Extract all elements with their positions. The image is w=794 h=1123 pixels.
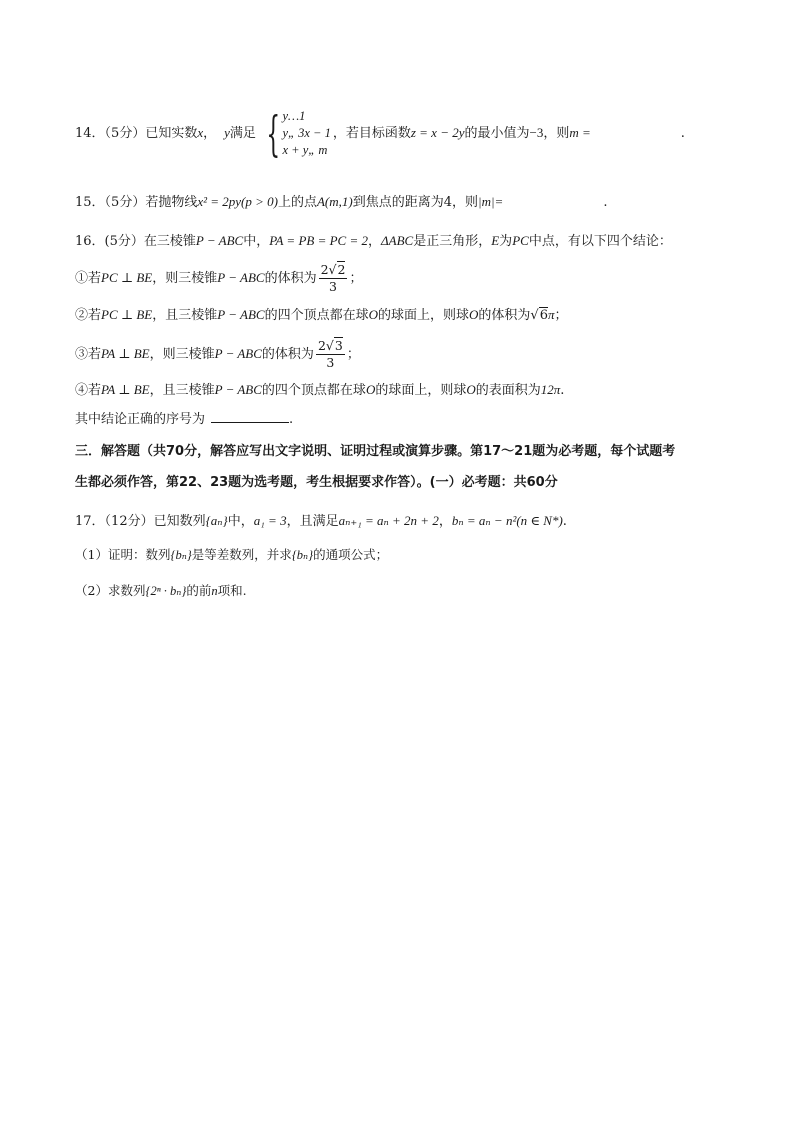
q16-statement-2 xyxy=(75,306,568,325)
q14-prefix: 14．（5分）已知实数 xyxy=(75,126,198,141)
q16-point-e: E xyxy=(491,233,500,248)
q15-mid: 上的点 xyxy=(277,195,317,210)
s4-area-value: 12π xyxy=(540,382,561,397)
q14-cond-2: y„ 3x − 1 xyxy=(282,126,331,140)
s2-text-e: 的体积为 xyxy=(478,308,531,323)
q17-seq-b-2: {bₙ} xyxy=(291,548,314,562)
s1-condition: PC ⊥ BE xyxy=(101,270,153,285)
s1-text-b: ，则三棱锥 xyxy=(152,271,218,286)
sqrt-icon: √ xyxy=(325,338,334,353)
s3-den: 3 xyxy=(326,355,335,370)
q14-end: . xyxy=(680,126,685,141)
q17-end: . xyxy=(562,514,567,529)
q14-comma: ， xyxy=(203,126,217,141)
s1-num-coef: 2 xyxy=(320,262,329,277)
q17-b-def: bₙ = aₙ − n²(n ∈ N*) xyxy=(451,513,563,528)
q16-final xyxy=(75,410,293,429)
s1-fraction xyxy=(319,262,348,295)
q16-pc: PC xyxy=(512,233,529,248)
q14-var-y: y xyxy=(224,125,230,140)
s4-condition: PA ⊥ BE xyxy=(101,382,150,397)
q17-p1-a: （1）证明：数列 xyxy=(75,547,171,562)
q14-mid2: 的最小值为 xyxy=(464,126,530,141)
q14-cond-3: x + y„ m xyxy=(282,143,328,157)
q16-intro-e: 为 xyxy=(499,234,513,249)
s1-label: ①若 xyxy=(75,271,102,286)
q17-seq-b: {bₙ} xyxy=(170,548,192,562)
q17-part-2 xyxy=(75,582,247,600)
s1-text-c: 的体积为 xyxy=(264,271,317,286)
s2-label: ②若 xyxy=(75,308,102,323)
s2-end: ； xyxy=(554,308,568,323)
s1-num-radicand: 2 xyxy=(337,262,346,277)
s3-pabc: P − ABC xyxy=(214,346,262,361)
q14-mid3: ，则 xyxy=(543,126,570,141)
q17-p2-b: 的前 xyxy=(186,583,212,598)
s2-text-c: 的四个顶点都在球 xyxy=(264,308,369,323)
q14-mid: ，若目标函数 xyxy=(332,126,411,141)
s2-sphere-o: O xyxy=(368,307,378,322)
q15-ask: |m|= xyxy=(478,194,504,209)
q16-intro-d: 是正三角形， xyxy=(413,234,492,249)
question-14 xyxy=(75,105,685,162)
s2-pi: π xyxy=(547,307,555,322)
section-3-heading-line-2: 生都必须作答，第22、23题为选考题，考生根据要求作答）。(一）必考题：共60分 xyxy=(75,475,558,490)
s3-num-coef: 2 xyxy=(317,338,326,353)
s4-text-c: 的四个顶点都在球 xyxy=(261,383,366,398)
q16-intro-a: 16．(5分）在三棱锥 xyxy=(75,234,196,249)
q14-ask: m = xyxy=(569,125,591,140)
s1-end: ； xyxy=(349,271,363,286)
q17-p1-b: 是等差数列，并求 xyxy=(191,547,292,562)
question-17 xyxy=(75,512,567,531)
q14-objective: z = x − 2y xyxy=(410,125,465,140)
q17-a1: a₁ = 3 xyxy=(253,513,287,528)
s4-text-e: 的表面积为 xyxy=(475,383,541,398)
q15-parabola: x² = 2py(p > 0) xyxy=(197,194,278,209)
s4-text-d: 的球面上，则球 xyxy=(375,383,467,398)
s4-end: . xyxy=(560,383,565,398)
s4-sphere-o: O xyxy=(365,382,376,397)
q17-part-1 xyxy=(75,546,388,564)
section-3-heading-line-1: 三．解答题（共70分，解答应写出文字说明、证明过程或演算步骤。第17～21题为必考题，每个试题考 xyxy=(75,444,676,459)
q16-edges: PA = PB = PC = 2 xyxy=(269,233,368,248)
s3-text-c: 的体积为 xyxy=(261,347,314,362)
q16-intro-f: 中点，有以下四个结论： xyxy=(528,234,672,249)
s1-pabc: P − ABC xyxy=(217,270,265,285)
left-brace-icon: { xyxy=(266,105,281,162)
answer-blank[interactable] xyxy=(211,410,289,423)
q15-mid2: 到焦点的距离为4，则 xyxy=(352,195,479,210)
s2-sphere-o-2: O xyxy=(468,307,479,322)
q14-min-value: −3 xyxy=(529,125,544,140)
s4-text-b: ，且三棱锥 xyxy=(149,383,215,398)
q17-mid1: 中， xyxy=(227,514,254,529)
s3-fraction xyxy=(316,338,345,371)
s4-sphere-o-2: O xyxy=(466,382,476,397)
s2-condition: PC ⊥ BE xyxy=(101,307,153,322)
q14-var-x: x xyxy=(197,125,204,140)
q17-p1-c: 的通项公式； xyxy=(313,547,389,562)
q16-pabc: P − ABC xyxy=(195,233,244,248)
q17-mid2: ，且满足 xyxy=(286,514,339,529)
q17-prefix: 17．（12分）已知数列 xyxy=(75,514,206,529)
s3-end: ； xyxy=(346,347,360,362)
q16-intro-c: ， xyxy=(368,234,382,249)
q14-cond-1: y…1 xyxy=(282,109,306,123)
q17-p2-c: 项和. xyxy=(217,583,247,598)
s2-pabc: P − ABC xyxy=(217,307,265,322)
s2-text-b: ，且三棱锥 xyxy=(152,308,218,323)
sqrt-icon: √ xyxy=(328,262,337,277)
q16-triangle: ΔABC xyxy=(381,233,414,248)
q17-n: n xyxy=(211,584,218,598)
q16-statement-4 xyxy=(75,381,564,400)
q17-seq-a: {aₙ} xyxy=(205,513,228,528)
q15-point: A(m,1) xyxy=(316,194,353,209)
q17-mid3: ， xyxy=(438,514,452,529)
q17-seq-c: {2ⁿ · bₙ} xyxy=(145,584,187,598)
q16-statement-1 xyxy=(75,262,362,295)
q17-recurrence: aₙ₊₁ = aₙ + 2n + 2 xyxy=(338,513,439,528)
q14-satisfy: 满足 xyxy=(229,126,256,141)
s2-radicand: 6 xyxy=(539,308,548,323)
q16-intro-b: 中， xyxy=(243,234,270,249)
sqrt-icon: √ xyxy=(530,308,539,323)
s3-num-radicand: 3 xyxy=(334,338,343,353)
s1-den: 3 xyxy=(329,279,337,294)
q16-final-text: 其中结论正确的序号为 xyxy=(75,412,206,427)
q16-final-end: . xyxy=(289,412,294,427)
question-15 xyxy=(75,193,607,212)
s4-label: ④若 xyxy=(75,383,102,398)
s4-pabc: P − ABC xyxy=(214,382,262,397)
s3-label: ③若 xyxy=(75,347,102,362)
q15-prefix: 15．（5分）若抛物线 xyxy=(75,195,198,210)
q15-end: . xyxy=(603,195,608,210)
s3-text-b: ，则三棱锥 xyxy=(149,347,215,362)
q16-statement-3 xyxy=(75,338,360,371)
q17-p2-a: （2）求数列 xyxy=(75,583,146,598)
question-16-intro xyxy=(75,232,672,251)
s2-text-d: 的球面上，则球 xyxy=(377,308,469,323)
q14-system xyxy=(258,105,331,162)
s3-condition: PA ⊥ BE xyxy=(101,346,150,361)
